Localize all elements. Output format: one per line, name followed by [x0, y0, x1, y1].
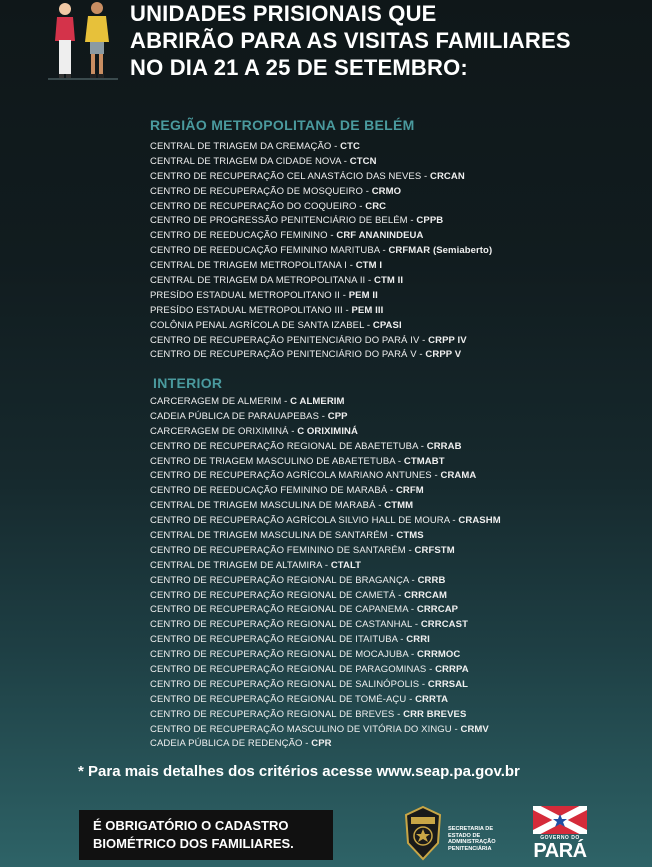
- unit-item: [150, 214, 492, 229]
- unit-item: [150, 544, 501, 559]
- unit-code: CPP: [327, 410, 348, 422]
- biometric-notice: [79, 810, 333, 860]
- unit-code: CRRB: [417, 574, 446, 586]
- unit-name: CENTRO DE REEDUCAÇÃO FEMININO MARITUBA -: [150, 245, 389, 257]
- unit-code: CRPP IV: [428, 334, 467, 346]
- unit-item: [150, 229, 492, 244]
- notice-line: É OBRIGATÓRIO O CADASTRO: [93, 818, 289, 833]
- unit-name: CENTRO DE REEDUCAÇÃO FEMININO DE MARABÁ -: [150, 485, 396, 497]
- unit-name: CENTRO DE RECUPERAÇÃO PENITENCIÁRIO DO PARÁ V -: [150, 349, 426, 361]
- unit-code: CRF ANANINDEUA: [336, 230, 424, 242]
- unit-name: CENTRO DE RECUPERAÇÃO REGIONAL DE ITAITUBA -: [150, 634, 407, 646]
- unit-item: [150, 395, 501, 410]
- unit-name: CENTRO DE RECUPERAÇÃO MASCULINO DE VITÓRIA DO XINGU -: [150, 723, 461, 735]
- unit-code: CRMV: [460, 723, 489, 735]
- unit-name: CENTRO DE RECUPERAÇÃO DE MOSQUEIRO -: [150, 185, 372, 197]
- unit-item: [150, 200, 492, 215]
- unit-name: CENTRO DE RECUPERAÇÃO REGIONAL DE CASTANHAL -: [150, 619, 421, 631]
- unit-item: [150, 737, 501, 752]
- unit-name: CENTRO DE RECUPERAÇÃO PENITENCIÁRIO DO PARÁ IV -: [150, 334, 429, 346]
- unit-name: CENTRO DE RECUPERAÇÃO FEMININO DE SANTARÉM -: [150, 544, 415, 556]
- unit-item: [150, 693, 501, 708]
- unit-item: [150, 170, 492, 185]
- unit-item: [150, 708, 501, 723]
- unit-name: PRESÍDO ESTADUAL METROPOLITANO II -: [150, 289, 349, 301]
- unit-name: CENTRO DE RECUPERAÇÃO REGIONAL DE CAPANEMA -: [150, 604, 417, 616]
- unit-name: CARCERAGEM DE ALMERIM -: [150, 396, 291, 407]
- unit-code: C ORIXIMINÁ: [297, 425, 358, 437]
- unit-name: PRESÍDO ESTADUAL METROPOLITANO III -: [150, 304, 352, 316]
- unit-name: CENTRO DE RECUPERAÇÃO REGIONAL DE SALINÓPOLIS -: [150, 678, 428, 690]
- unit-item: [150, 425, 501, 440]
- unit-code: CPASI: [372, 319, 402, 331]
- unit-name: CENTRAL DE TRIAGEM DE ALTAMIRA -: [150, 559, 331, 571]
- unit-item: [150, 140, 492, 155]
- unit-code: CRRCAM: [404, 589, 447, 601]
- unit-name: CENTRO DE RECUPERAÇÃO REGIONAL DE PARAGOMINAS -: [150, 664, 436, 676]
- unit-code: C ALMERIM: [290, 396, 345, 407]
- unit-name: CENTRAL DE TRIAGEM DA CREMAÇÃO -: [150, 141, 341, 152]
- unit-code: CTALT: [330, 559, 362, 571]
- seap-logo-text: [448, 826, 528, 852]
- unit-name: CENTRO DE TRIAGEM MASCULINO DE ABAETETUBA -: [150, 455, 404, 467]
- unit-item: [150, 319, 492, 334]
- unit-name: CENTRO DE RECUPERAÇÃO REGIONAL DE BRAGANÇA -: [150, 574, 418, 586]
- unit-name: COLÔNIA PENAL AGRÍCOLA DE SANTA IZABEL -: [150, 319, 373, 331]
- unit-code: CRRCAP: [416, 604, 459, 616]
- unit-item: [150, 633, 501, 648]
- unit-item: [150, 603, 501, 618]
- unit-item: [150, 259, 492, 274]
- unit-code: CRRMOC: [417, 649, 461, 661]
- unit-name: CENTRO DE RECUPERAÇÃO DO COQUEIRO -: [150, 200, 366, 212]
- title-line: NO DIA 21 A 25 DE SETEMBRO:: [130, 55, 468, 80]
- unit-item: [150, 618, 501, 633]
- unit-code: CRR BREVES: [403, 708, 467, 720]
- title-line: UNIDADES PRISIONAIS QUE: [130, 1, 437, 26]
- unit-item: [150, 529, 501, 544]
- section-heading-metro: REGIÃO METROPOLITANA DE BELÉM: [150, 117, 415, 133]
- page-title: [130, 0, 571, 81]
- unit-name: CADEIA PÚBLICA DE PARAUAPEBAS -: [150, 410, 328, 422]
- unit-list-metro: [150, 140, 492, 363]
- seap-text-line: SECRETARIA DE: [448, 826, 494, 832]
- unit-name: CENTRO DE RECUPERAÇÃO REGIONAL DE TOMÉ-AÇU -: [150, 693, 416, 705]
- unit-code: CRFM: [395, 485, 424, 497]
- unit-code: CRCAN: [430, 170, 465, 182]
- seap-logo: [402, 805, 522, 861]
- unit-code: CPPB: [416, 215, 444, 227]
- unit-item: [150, 678, 501, 693]
- unit-code: PEM II: [348, 289, 378, 301]
- unit-code: CTMM: [384, 500, 414, 512]
- unit-item: [150, 514, 501, 529]
- unit-name: CENTRO DE RECUPERAÇÃO AGRÍCOLA SILVIO HALL DE MOURA -: [150, 515, 459, 527]
- unit-name: CARCERAGEM DE ORIXIMINÁ -: [150, 425, 298, 437]
- unit-item: [150, 244, 492, 259]
- unit-name: CENTRAL DE TRIAGEM DA CIDADE NOVA -: [150, 155, 350, 167]
- title-line: ABRIRÃO PARA AS VISITAS FAMILIARES: [130, 28, 571, 53]
- unit-item: [150, 499, 501, 514]
- unit-code: CRRAB: [426, 440, 462, 452]
- unit-code: CRRTA: [415, 693, 449, 705]
- footnote: * Para mais detalhes dos critérios acesse www.seap.pa.gov.br: [78, 763, 520, 780]
- unit-name: CENTRAL DE TRIAGEM METROPOLITANA I -: [150, 260, 356, 272]
- seap-text-line: PENITENCIÁRIA: [448, 845, 492, 852]
- seap-text-line: ESTADO DE ADMINISTRAÇÃO: [448, 832, 496, 846]
- unit-item: [150, 304, 492, 319]
- unit-code: CTMS: [396, 530, 424, 542]
- unit-item: [150, 334, 492, 349]
- unit-name: CENTRAL DE TRIAGEM MASCULINA DE MARABÁ -: [150, 500, 385, 512]
- unit-item: [150, 574, 501, 589]
- unit-code: CRRSAL: [427, 678, 469, 690]
- unit-name: CENTRAL DE TRIAGEM DA METROPOLITANA II -: [150, 275, 375, 287]
- unit-item: [150, 484, 501, 499]
- unit-item: [150, 274, 492, 289]
- unit-code: CRC: [365, 200, 387, 212]
- unit-name: CENTRO DE REEDUCAÇÃO FEMININO -: [150, 230, 337, 242]
- unit-code: CRPP V: [425, 349, 462, 361]
- unit-code: CTM I: [355, 260, 383, 272]
- unit-item: [150, 589, 501, 604]
- unit-code: CRASHM: [458, 515, 501, 527]
- unit-item: [150, 648, 501, 663]
- unit-name: CENTRO DE RECUPERAÇÃO CEL ANASTÁCIO DAS NEVES -: [150, 170, 431, 182]
- governo-para-logo: [532, 806, 588, 862]
- unit-item: [150, 185, 492, 200]
- unit-code: CTC: [340, 141, 360, 152]
- unit-item: [150, 455, 501, 470]
- unit-name: CENTRO DE RECUPERAÇÃO AGRÍCOLA MARIANO ANTUNES -: [150, 470, 441, 482]
- unit-code: CRFSTM: [414, 544, 455, 556]
- unit-item: [150, 663, 501, 678]
- unit-name: CENTRO DE RECUPERAÇÃO REGIONAL DE CAMETÁ -: [150, 589, 405, 601]
- unit-code: CRRI: [406, 634, 430, 646]
- unit-item: [150, 289, 492, 304]
- unit-code: CRRPA: [435, 664, 469, 676]
- unit-code: CRFMAR (Semiaberto): [388, 245, 493, 257]
- unit-code: CPR: [311, 738, 332, 750]
- unit-name: CENTRO DE RECUPERAÇÃO REGIONAL DE BREVES -: [150, 708, 404, 720]
- section-heading-interior: INTERIOR: [153, 375, 223, 391]
- unit-code: CTM II: [374, 275, 404, 287]
- unit-name: CADEIA PÚBLICA DE REDENÇÃO -: [150, 738, 312, 750]
- unit-code: CRRCAST: [420, 619, 468, 631]
- person-yellow-icon: [85, 2, 109, 79]
- unit-name: CENTRO DE PROGRESSÃO PENITENCIÁRIO DE BELÉM -: [150, 215, 417, 227]
- unit-code: CTMABT: [403, 455, 445, 467]
- unit-item: [150, 348, 492, 363]
- unit-name: CENTRAL DE TRIAGEM MASCULINA DE SANTARÉM -: [150, 530, 397, 542]
- unit-item: [150, 559, 501, 574]
- unit-name: CENTRO DE RECUPERAÇÃO REGIONAL DE ABAETETUBA -: [150, 440, 427, 452]
- gov-logo-small-text: GOVERNO DO: [540, 835, 580, 841]
- unit-item: [150, 410, 501, 425]
- unit-name: CENTRO DE RECUPERAÇÃO REGIONAL DE MOCAJUBA -: [150, 649, 418, 661]
- person-red-icon: [55, 3, 75, 79]
- notice-line: BIOMÉTRICO DOS FAMILIARES.: [93, 836, 294, 851]
- unit-list-interior: [150, 395, 501, 752]
- seap-badge-icon: [402, 805, 444, 861]
- unit-code: CTCN: [349, 155, 377, 167]
- unit-item: [150, 723, 501, 738]
- gov-logo-big-text: PARÁ: [533, 840, 587, 862]
- visitors-illustration: [48, 0, 118, 82]
- unit-item: [150, 440, 501, 455]
- para-flag-icon: [533, 806, 587, 834]
- unit-code: CRAMA: [440, 470, 477, 482]
- unit-code: CRMO: [371, 185, 402, 197]
- unit-code: PEM III: [351, 304, 384, 316]
- unit-item: [150, 155, 492, 170]
- unit-item: [150, 469, 501, 484]
